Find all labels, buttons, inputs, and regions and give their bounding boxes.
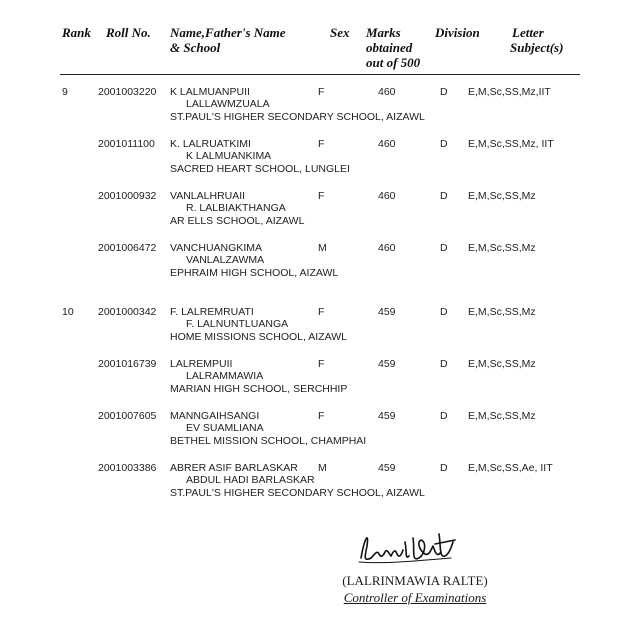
roll-no-cell: 2001000342: [98, 306, 157, 318]
roll-no-cell: 2001006472: [98, 242, 157, 254]
father-name-cell: R. LALBIAKTHANGA: [186, 202, 286, 214]
header-marks-line1: Marks: [366, 25, 401, 40]
header-letter-line1: Letter: [512, 25, 544, 40]
roll-no-cell: 2001016739: [98, 358, 157, 370]
header-rank: Rank: [62, 25, 91, 40]
candidate-name-cell: K LALMUANPUII: [170, 86, 250, 98]
roll-no-cell: 2001003386: [98, 462, 157, 474]
header-letter-line2: Subject(s): [510, 40, 564, 55]
header-name-line2: & School: [170, 40, 221, 55]
sex-cell: M: [318, 242, 327, 254]
letter-subjects-cell: E,M,Sc,SS,Mz: [468, 190, 536, 202]
candidate-name-cell: K. LALRUATKIMI: [170, 138, 251, 150]
letter-subjects-cell: E,M,Sc,SS,Mz,IIT: [468, 86, 551, 98]
school-name-cell: HOME MISSIONS SCHOOL, AIZAWL: [170, 331, 347, 343]
letter-subjects-cell: E,M,Sc,SS,Mz: [468, 242, 536, 254]
father-name-cell: EV SUAMLIANA: [186, 422, 264, 434]
marks-cell: 459: [378, 410, 396, 422]
letter-subjects-cell: E,M,Sc,SS,Mz: [468, 410, 536, 422]
rank-cell: 10: [62, 306, 74, 318]
roll-no-cell: 2001011100: [98, 138, 155, 150]
school-name-cell: AR ELLS SCHOOL, AIZAWL: [170, 215, 305, 227]
roll-no-cell: 2001000932: [98, 190, 157, 202]
marks-cell: 459: [378, 358, 396, 370]
signature-image: [355, 528, 465, 570]
header-roll-no: Roll No.: [106, 25, 151, 40]
candidate-name-cell: LALREMPUII: [170, 358, 233, 370]
signatory-name: (LALRINMAWIA RALTE): [342, 573, 488, 588]
school-name-cell: ST.PAUL'S HIGHER SECONDARY SCHOOL, AIZAWL: [170, 111, 425, 123]
roll-no-cell: 2001007605: [98, 410, 157, 422]
school-name-cell: SACRED HEART SCHOOL, LUNGLEI: [170, 163, 350, 175]
school-name-cell: MARIAN HIGH SCHOOL, SERCHHIP: [170, 383, 348, 395]
sex-cell: F: [318, 86, 325, 98]
marks-cell: 459: [378, 462, 396, 474]
sex-cell: F: [318, 410, 325, 422]
letter-subjects-cell: E,M,Sc,SS,Mz: [468, 358, 536, 370]
header-name-line1: Name,Father's Name: [170, 25, 286, 40]
marks-cell: 460: [378, 86, 396, 98]
header-divider: [60, 74, 580, 75]
letter-subjects-cell: E,M,Sc,SS,Mz: [468, 306, 536, 318]
candidate-name-cell: VANCHUANGKIMA: [170, 242, 262, 254]
header-marks-line2: obtained: [366, 40, 413, 55]
division-cell: D: [440, 410, 448, 422]
division-cell: D: [440, 242, 448, 254]
school-name-cell: ST.PAUL'S HIGHER SECONDARY SCHOOL, AIZAWL: [170, 487, 425, 499]
division-cell: D: [440, 86, 448, 98]
father-name-cell: F. LALNUNTLUANGA: [186, 318, 289, 330]
header-sex: Sex: [330, 25, 350, 40]
division-cell: D: [440, 306, 448, 318]
school-name-cell: EPHRAIM HIGH SCHOOL, AIZAWL: [170, 267, 339, 279]
marks-cell: 459: [378, 306, 396, 318]
sex-cell: M: [318, 462, 327, 474]
father-name-cell: LALRAMMAWIA: [186, 370, 264, 382]
father-name-cell: K LALMUANKIMA: [186, 150, 272, 162]
father-name-cell: VANLALZAWMA: [186, 254, 265, 266]
sex-cell: F: [318, 190, 325, 202]
candidate-name-cell: ABRER ASIF BARLASKAR: [170, 462, 298, 474]
roll-no-cell: 2001003220: [98, 86, 157, 98]
header-marks-line3: out of 500: [366, 55, 421, 70]
division-cell: D: [440, 190, 448, 202]
candidate-name-cell: F. LALREMRUATI: [170, 306, 254, 318]
school-name-cell: BETHEL MISSION SCHOOL, CHAMPHAI: [170, 435, 367, 447]
candidate-name-cell: MANNGAIHSANGI: [170, 410, 260, 422]
letter-subjects-cell: E,M,Sc,SS,Mz, IIT: [468, 138, 554, 150]
sex-cell: F: [318, 358, 325, 370]
division-cell: D: [440, 358, 448, 370]
sex-cell: F: [318, 306, 325, 318]
letter-subjects-cell: E,M,Sc,SS,Ae, IIT: [468, 462, 553, 474]
father-name-cell: ABDUL HADI BARLASKAR: [186, 474, 315, 486]
candidate-name-cell: VANLALHRUAII: [170, 190, 246, 202]
marks-cell: 460: [378, 242, 396, 254]
signatory-title: Controller of Examinations: [343, 590, 487, 605]
father-name-cell: LALLAWMZUALA: [186, 98, 270, 110]
header-division: Division: [435, 25, 480, 40]
division-cell: D: [440, 462, 448, 474]
division-cell: D: [440, 138, 448, 150]
rank-cell: 9: [62, 86, 68, 98]
marks-cell: 460: [378, 138, 396, 150]
sex-cell: F: [318, 138, 325, 150]
marks-cell: 460: [378, 190, 396, 202]
